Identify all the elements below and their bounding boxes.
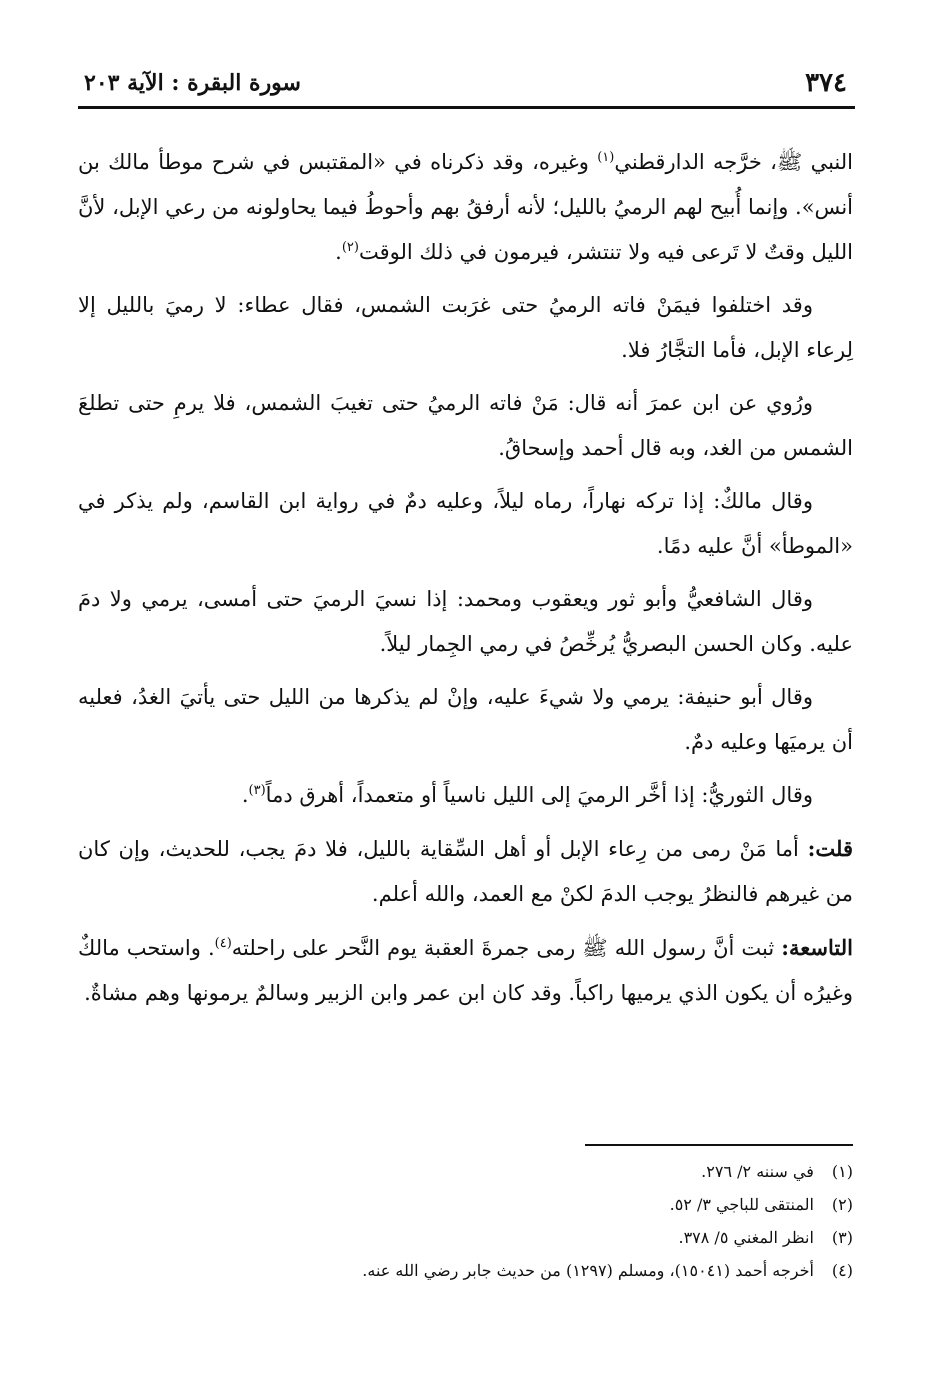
paragraph-lead: التاسعة: xyxy=(781,935,853,960)
footnote-1 xyxy=(78,1155,853,1188)
page-number: ٣٧٤ xyxy=(805,68,847,98)
paragraph-text: النبي ﷺ، خرَّجه الدارقطني xyxy=(614,150,853,174)
header-divider xyxy=(78,106,855,109)
footnote-ref-3[interactable]: (٣) xyxy=(248,783,266,798)
footnote-text: المنتقى للباجي ٣/ ٥٢. xyxy=(669,1195,814,1214)
main-text xyxy=(78,140,853,1024)
paragraph-8 xyxy=(78,826,853,917)
footnote-ref-2[interactable]: (٢) xyxy=(341,240,359,255)
paragraph-text: وقال الشافعيُّ وأبو ثور ويعقوب ومحمد: إذا نسيَ الرميَ حتى أمسى، يرمي ولا دمَ عليه. وكان الحسن البصريُّ يُرخِّصُ في رمي الجِمار ليلاً. xyxy=(78,587,853,656)
footnotes xyxy=(78,1155,853,1287)
paragraph-text: وقال مالكٌ: إذا تركه نهاراً، رماه ليلاً، وعليه دمٌ في رواية ابن القاسم، ولم يذكر في «الموطأ» أنَّ عليه دمًا. xyxy=(78,489,853,558)
paragraph-text: وغيره، وقد ذكرناه في «المقتبس في شرح موطأ مالك بن أنس». وإنما أُبيح لهم الرميُ بالليل؛ لأنه أرفقُ بهم وأحوطُ فيما يحاولونه من رعي الإبل، لأنَّ الليل وقتٌ لا تَرعى فيه ولا تنتشر، فيرمون في ذلك الوقت xyxy=(78,150,853,264)
paragraph-6 xyxy=(78,675,853,765)
paragraph-4 xyxy=(78,479,853,569)
paragraph-2 xyxy=(78,283,853,373)
running-title: سورة البقرة : الآية ٢٠٣ xyxy=(84,70,301,96)
footnote-2 xyxy=(78,1188,853,1221)
paragraph-text: . واستحب مالكٌ وغيرُه أن يكون الذي يرميها راكباً. وقد كان ابن عمر وابن الزبير وسالمٌ يرمونها وهم مشاةٌ. xyxy=(78,936,853,1005)
paragraph-text: وقال الثوريُّ: إذا أخَّر الرميَ إلى الليل ناسياً أو متعمداً، أهرق دماً xyxy=(265,783,813,807)
page-header xyxy=(78,66,855,100)
paragraph-text: . xyxy=(335,240,342,264)
paragraph-5 xyxy=(78,577,853,667)
footnote-text: انظر المغني ٥/ ٣٧٨. xyxy=(678,1228,814,1247)
footnote-text: في سننه ٢/ ٢٧٦. xyxy=(701,1162,814,1181)
footnote-number: (٣) xyxy=(831,1228,853,1247)
footnote-ref-1[interactable]: (١) xyxy=(597,150,615,165)
footnote-ref-4[interactable]: (٤) xyxy=(214,936,232,951)
footnote-3 xyxy=(78,1221,853,1254)
paragraph-text: ثبت أنَّ رسول الله ﷺ رمى جمرةَ العقبة يوم النَّحر على راحلته xyxy=(231,936,782,960)
footnote-number: (٢) xyxy=(831,1195,853,1214)
paragraph-lead: قلت: xyxy=(807,836,853,861)
paragraph-text: ورُوي عن ابن عمرَ أنه قال: مَنْ فاته الرميُ حتى تغيبَ الشمس، فلا يرمِ حتى تطلعَ الشمس من الغد، وبه قال أحمد وإسحاقُ. xyxy=(78,391,853,460)
footnote-number: (٤) xyxy=(831,1261,853,1280)
paragraph-text: وقال أبو حنيفة: يرمي ولا شيءَ عليه، وإنْ لم يذكرها من الليل حتى يأتيَ الغدُ، فعليه أن يرميَها وعليه دمٌ. xyxy=(78,685,853,754)
paragraph-text: أما مَنْ رمى من رِعاء الإبل أو أهل السِّقاية بالليل، فلا دمَ يجب، للحديث، وإن كان من غيرهم فالنظرُ يوجب الدمَ لكنْ مع العمد، والله أعلم. xyxy=(78,837,853,906)
footnote-4 xyxy=(78,1254,853,1287)
paragraph-7 xyxy=(78,773,853,818)
footnote-text: أخرجه أحمد (١٥٠٤١)، ومسلم (١٢٩٧) من حديث جابر رضي الله عنه. xyxy=(362,1261,814,1280)
footnote-divider xyxy=(585,1144,853,1146)
paragraph-3 xyxy=(78,381,853,471)
paragraph-text: . xyxy=(241,783,249,807)
footnote-number: (١) xyxy=(831,1162,853,1181)
paragraph-1 xyxy=(78,140,853,275)
paragraph-9 xyxy=(78,925,853,1016)
paragraph-text: وقد اختلفوا فيمَنْ فاته الرميُ حتى غرَبت الشمس، فقال عطاء: لا رميَ بالليل إلا لِرعاء الإبل، فأما التجَّارُ فلا. xyxy=(78,293,853,362)
